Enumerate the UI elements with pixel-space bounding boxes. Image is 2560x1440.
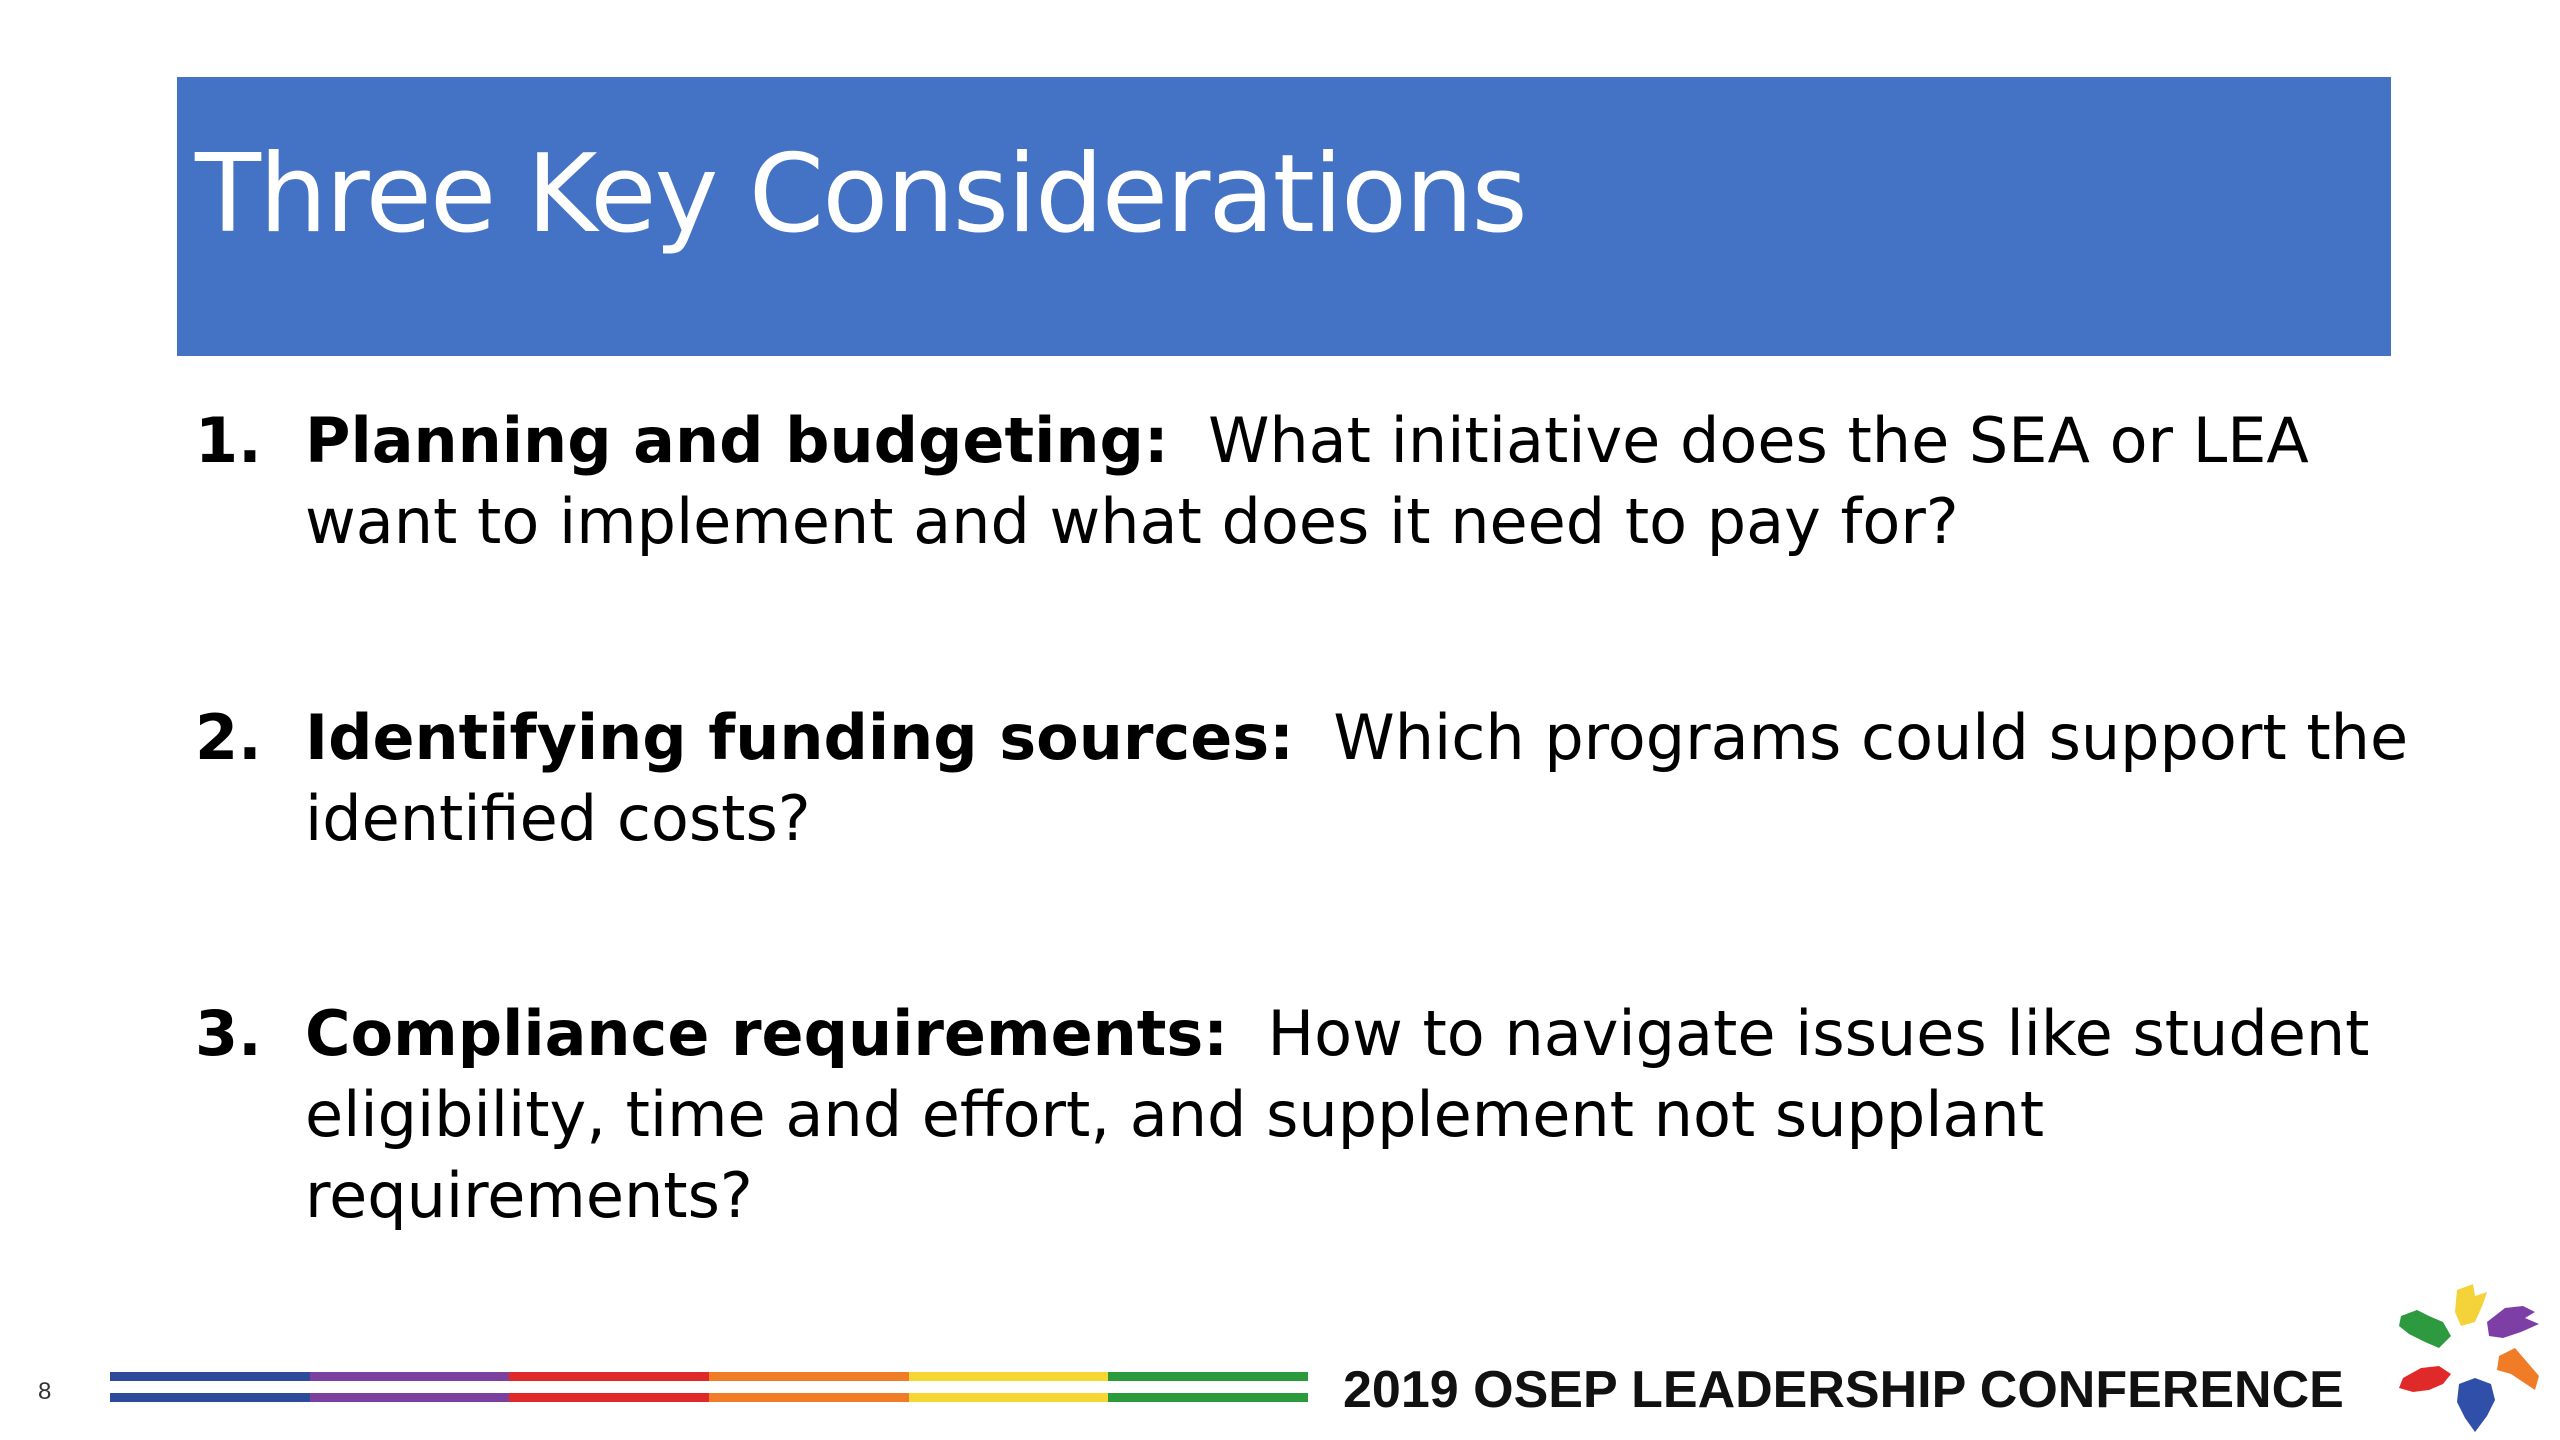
stripe-segment	[509, 1372, 709, 1402]
item-number: 1.	[195, 404, 262, 477]
item-lead: Identifying funding sources:	[305, 701, 1294, 774]
stripe-segment	[110, 1372, 310, 1402]
item-lead: Planning and budgeting:	[305, 404, 1169, 477]
red-hand	[2399, 1366, 2451, 1392]
item-lead: Compliance requirements:	[305, 997, 1229, 1070]
page-number: 8	[38, 1378, 52, 1405]
stripe-segment	[310, 1372, 510, 1402]
list-item	[195, 400, 2445, 562]
item-text: Which programs could support the identified costs?	[305, 701, 2409, 855]
orange-hand	[2497, 1348, 2539, 1390]
item-body	[305, 697, 2445, 859]
item-number: 3.	[195, 997, 262, 1070]
yellow-hand	[2455, 1284, 2487, 1326]
item-body	[305, 400, 2445, 562]
blue-hand	[2457, 1378, 2495, 1432]
title-bar	[177, 77, 2391, 356]
stripe-segment	[1108, 1372, 1308, 1402]
list-item	[195, 993, 2445, 1236]
stripe-segment	[709, 1372, 909, 1402]
item-text: How to navigate issues like student eligibility, time and effort, and supplement not supplant requirements?	[305, 997, 2370, 1232]
item-number: 2.	[195, 701, 262, 774]
colorful-hands-icon	[2395, 1282, 2545, 1434]
green-hand	[2399, 1310, 2451, 1348]
slide-title: Three Key Considerations	[195, 132, 1526, 257]
list-item	[195, 697, 2445, 859]
item-text: What initiative does the SEA or LEA want to implement and what does it need to pay for?	[305, 404, 2309, 558]
conference-name: 2019 OSEP LEADERSHIP CONFERENCE	[1343, 1361, 2344, 1419]
item-body	[305, 993, 2445, 1236]
purple-hand	[2487, 1306, 2539, 1338]
stripe-segment	[909, 1372, 1109, 1402]
color-stripe	[110, 1372, 1308, 1402]
